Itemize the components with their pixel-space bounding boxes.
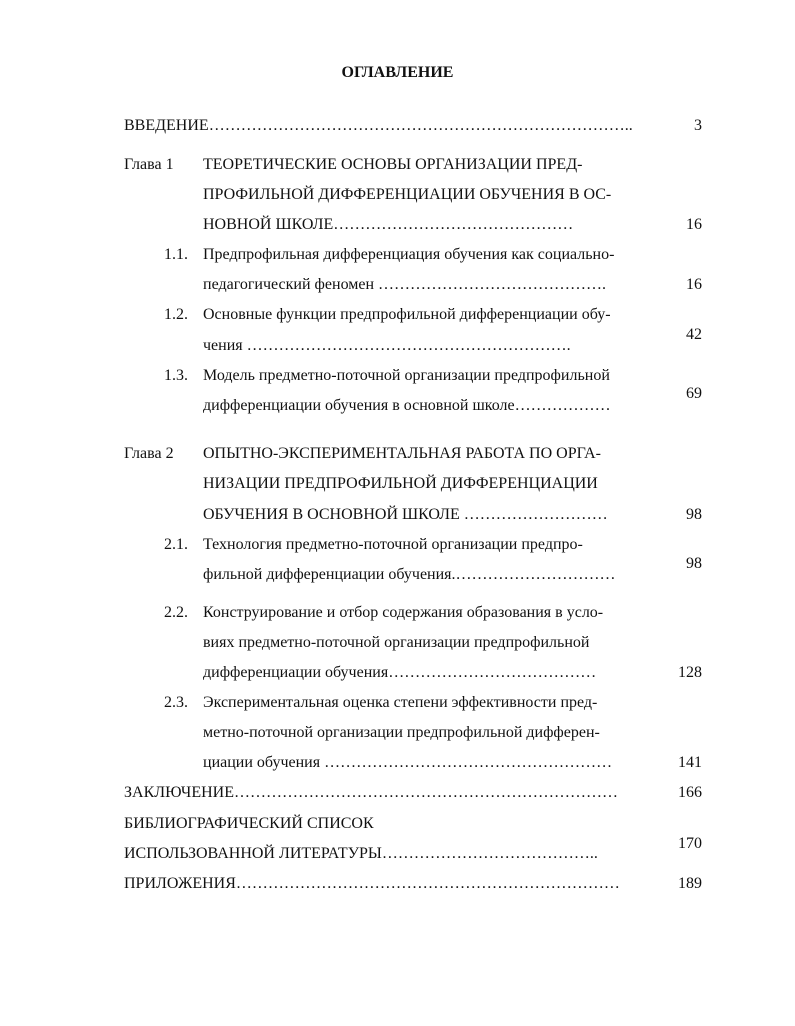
toc-conclusion[interactable]: ЗАКЛЮЧЕНИЕ………………………………………………………………: [124, 784, 618, 801]
section-number: 2.2.: [164, 604, 188, 621]
toc-appendix[interactable]: ПРИЛОЖЕНИЯ………………………………………………………………: [124, 875, 620, 892]
section-title-line[interactable]: чения …………………………………………………….: [203, 337, 571, 354]
toc-bibliography-page: 170: [678, 835, 702, 852]
toc-bibliography-line[interactable]: БИБЛИОГРАФИЧЕСКИЙ СПИСОК: [124, 815, 374, 832]
section-page: 69: [686, 385, 702, 402]
chapter-1-label: Глава 1: [124, 156, 174, 173]
chapter-1-title-line[interactable]: ТЕОРЕТИЧЕСКИЕ ОСНОВЫ ОРГАНИЗАЦИИ ПРЕД-: [203, 156, 583, 173]
chapter-2-title-line[interactable]: НИЗАЦИИ ПРЕДПРОФИЛЬНОЙ ДИФФЕРЕНЦИАЦИИ: [203, 475, 598, 492]
chapter-2-title-line[interactable]: ОПЫТНО-ЭКСПЕРИМЕНТАЛЬНАЯ РАБОТА ПО ОРГА-: [203, 445, 601, 462]
section-title-line[interactable]: метно-поточной организации предпрофильной дифферен-: [203, 724, 600, 741]
section-title-line[interactable]: Основные функции предпрофильной дифференциации обу-: [203, 306, 611, 323]
chapter-1-page: 16: [686, 216, 702, 233]
toc-appendix-page: 189: [678, 875, 702, 892]
page-title: ОГЛАВЛЕНИЕ: [341, 64, 454, 81]
chapter-2-page: 98: [686, 506, 702, 523]
section-title-line[interactable]: циации обучения ………………………………………………: [203, 754, 613, 771]
toc-bibliography-line[interactable]: ИСПОЛЬЗОВАННОЙ ЛИТЕРАТУРЫ…………………………………..: [124, 845, 598, 862]
section-title-line[interactable]: Предпрофильная дифференциация обучения как социально-: [203, 246, 615, 263]
section-title-line[interactable]: педагогический феномен …………………………………….: [203, 276, 607, 293]
toc-intro-page: 3: [694, 117, 702, 134]
toc-intro[interactable]: ВВЕДЕНИЕ……………………………………………………………………..: [124, 117, 633, 134]
section-title-line[interactable]: фильной дифференциации обучения.…………………………: [203, 566, 616, 583]
section-title-line[interactable]: Экспериментальная оценка степени эффективности пред-: [203, 694, 598, 711]
section-title-line[interactable]: Модель предметно-поточной организации предпрофильной: [203, 367, 610, 384]
section-page: 128: [678, 664, 702, 681]
chapter-1-title-line[interactable]: ПРОФИЛЬНОЙ ДИФФЕРЕНЦИАЦИИ ОБУЧЕНИЯ В ОС-: [203, 186, 612, 203]
section-page: 98: [686, 555, 702, 572]
section-page: 42: [686, 326, 702, 343]
section-title-line[interactable]: дифференциации обучения…………………………………: [203, 664, 597, 681]
toc-conclusion-page: 166: [678, 784, 702, 801]
section-number: 1.1.: [164, 246, 188, 263]
chapter-2-title-line[interactable]: ОБУЧЕНИЯ В ОСНОВНОЙ ШКОЛЕ ………………………: [203, 506, 608, 523]
section-number: 2.3.: [164, 694, 188, 711]
chapter-2-label: Глава 2: [124, 445, 174, 462]
section-page: 141: [678, 754, 702, 771]
section-number: 1.2.: [164, 306, 188, 323]
section-title-line[interactable]: Технология предметно-поточной организации предпро-: [203, 536, 583, 553]
section-title-line[interactable]: дифференциации обучения в основной школе………………: [203, 397, 611, 414]
section-number: 1.3.: [164, 367, 188, 384]
chapter-1-title-line[interactable]: НОВНОЙ ШКОЛЕ………………………………………: [203, 216, 574, 233]
section-number: 2.1.: [164, 536, 188, 553]
section-page: 16: [686, 276, 702, 293]
section-title-line[interactable]: Конструирование и отбор содержания образования в усло-: [203, 604, 604, 621]
section-title-line[interactable]: виях предметно-поточной организации предпрофильной: [203, 634, 590, 651]
